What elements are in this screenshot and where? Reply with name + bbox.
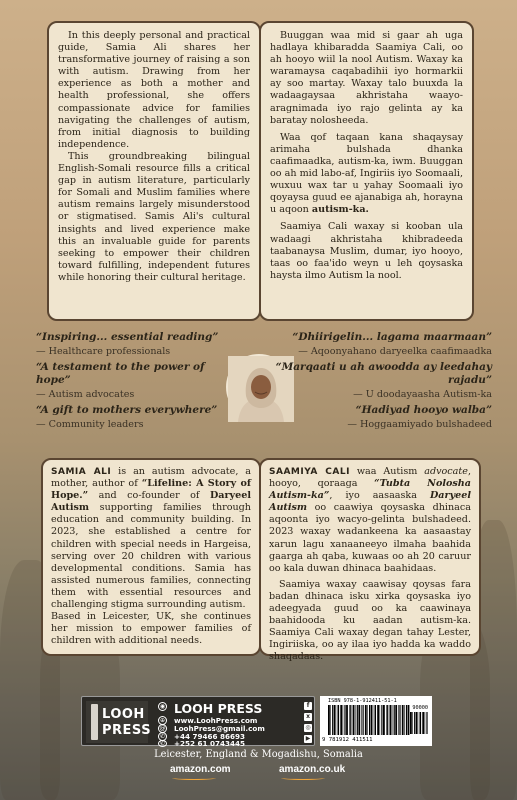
author-name: SAMIA ALI: [51, 467, 112, 477]
text-run: Waa qof taqaan kana shaqaysay arimaha bulshada dhanka caafimaadka, autism-ka, iwm. Buuggan oo ah mid labo-af, Ingiriis iyo Soomaali, wuxuu wax tar u yahay Soomaali iyo qoyaysa guud ee ajanabiga ah, horayna u aqoon: [270, 131, 463, 216]
text-run: waa Autism: [349, 466, 425, 477]
somali-description-panel: [259, 21, 474, 321]
book-title: “Lifeline: A Story of Hope.”: [51, 478, 251, 502]
logo-text: LOOH: [102, 707, 145, 722]
somali-author-bio-panel: [259, 458, 481, 663]
endorsement-attribution: — U doodayaasha Autism-ka: [353, 389, 492, 400]
globe-icon: ⊕: [159, 717, 166, 724]
publisher-logo: [86, 701, 152, 743]
publisher-phone: +252 61 0743445: [174, 739, 246, 748]
publisher-website[interactable]: www.LoohPress.com: [174, 716, 258, 725]
email-icon: @: [159, 725, 166, 732]
text-run: is an autism advocate, a mother, author of: [51, 466, 251, 490]
english-endorsements: [36, 331, 236, 434]
endorsement-attribution: — Aqoonyahano daryeelka caafimaadka: [298, 346, 492, 357]
price-code: 90000: [412, 705, 428, 711]
text-run-italic: advocate: [424, 466, 468, 477]
bio-paragraph: [51, 466, 251, 611]
bio-paragraph: Saamiya waxay caawisay qoysas fara badan dhinaca isku xirka qoysaska iyo adeegyada guud oo ka caawinaya baahidooda ku aadan autism-ka. Saamiya Cali waxay degan tahay Lester, Ingiriiska, oo ay ilaa iyo hadda ka waddo shaqadaas.: [269, 578, 471, 663]
amazon-uk-logo: amazon.co.uk: [279, 764, 346, 775]
english-author-bio-panel: [41, 458, 261, 656]
description-paragraph: In this deeply personal and practical guide, Samia Ali shares her transformative journey of raising a son with autism. Drawing from her experience as both a mother and health professional, she offers compassionate advice for families navigating the challenges of autism, from initial diagnosis to building independence.: [58, 30, 250, 150]
publisher-name: LOOH PRESS: [174, 701, 263, 716]
text-run-bold: autism-ka.: [311, 204, 369, 216]
organization-name: Daryeel Autism: [51, 490, 251, 514]
endorsement-quote: “A gift to mothers everywhere”: [36, 404, 218, 416]
endorsement-attribution: — Healthcare professionals: [36, 346, 171, 357]
text-run: oo caawiya qoysaska dhinaca aqoonta iyo wacyo-gelinta bulshadeed. 2023 waxay wadankeena ka aasaastay xarun lagu xanaaneeyo ilmaha baahida gaarga ah qaba, kuwaas oo ah 20 caruur oo kala duwan dhinaca baahidaas.: [269, 502, 471, 574]
author-name: SAAMIYA CALI: [269, 467, 350, 477]
instagram-icon: ◎: [305, 724, 311, 731]
globe-icon: ◉: [159, 703, 166, 710]
barcode-digits: 9 781912 411511: [322, 737, 373, 743]
description-paragraph: Saamiya Cali waxay si kooban ula wadaagi akhristaha khibradeeda taabanaysa Muslim, dumar, iyo hooyo, taas oo faa'ido weyn u leh qoysaska haysta ilmo Autism la nool.: [270, 221, 463, 281]
endorsement-attribution: — Hoggaamiyado bulshadeed: [347, 419, 492, 430]
description-paragraph: This groundbreaking bilingual English-Somali resource fills a critical gap in autism literature, particularly for Somali and Muslim families where autism remains largely misunderstood or stigmatised. Samis Ali's cultural insights and lived experience make this an invaluable guide for parents seeking to empower their children toward fulfilling, independent futures while honoring their cultural heritage.: [58, 150, 250, 283]
amazon-smile-icon: [172, 776, 216, 780]
youtube-icon: ▶: [305, 735, 311, 742]
text-run: supporting families through education and community building. In 2023, she established a centre for children with special needs in Hargeisa, serving over 20 children with various developmental conditions. Samia has assisted numerous families, connecting them with essential resources and challenging stigma surrounding autism.: [51, 502, 251, 611]
publisher-location: Leicester, England & Mogadishu, Somalia: [154, 749, 363, 760]
endorsement-quote: “Inspiring... essential reading”: [36, 331, 219, 343]
barcode-bars: [328, 705, 408, 735]
facebook-icon: f: [304, 702, 312, 710]
price-barcode-bars: [410, 712, 428, 734]
description-paragraph: [270, 132, 463, 217]
endorsement-attribution: — Autism advocates: [36, 389, 135, 400]
amazon-com-logo: amazon.com: [170, 764, 231, 775]
endorsement-quote: “Marqaati u ah awoodda ay leedahay rajadu”: [275, 361, 492, 386]
text-run: , iyo aasaaska: [329, 490, 430, 502]
publisher-info-box: [81, 696, 315, 746]
somali-endorsements: [270, 331, 492, 434]
logo-text: PRESS: [102, 723, 152, 738]
phone-icon: ✆: [159, 740, 166, 747]
organization-name: Daryeel Autism: [269, 490, 471, 514]
amazon-smile-icon: [281, 776, 325, 780]
bio-paragraph: [269, 466, 471, 575]
endorsement-quote: “Dhiirigelin... lagama maarmaan”: [292, 331, 492, 343]
back-cover-footer: [0, 660, 517, 800]
endorsement-quote: “A testament to the power of hope”: [36, 361, 205, 386]
endorsement-quote: “Hadiyad hooyo walba”: [355, 404, 492, 416]
publisher-phone: +44 79466 86693: [174, 732, 246, 741]
bio-paragraph: Based in Leicester, UK, she continues her mission to empower families of children with additional needs.: [51, 611, 251, 647]
description-paragraph: Buuggan waa mid si gaar ah uga hadlaya khibaradda Saamiya Cali, oo ah hooyo wiil la nool Autism. Waxay ka waramaysa caqabadihii iyo hormarkii ay soo martay. Waxay talo buuxda la wadaagaysaa akhristaha waayo-aragnimada iyo rajo gelinta ay ka baratay nolosheeda.: [270, 30, 463, 126]
isbn-barcode: [320, 696, 432, 746]
english-description-panel: [47, 21, 261, 321]
phone-icon: ✆: [159, 733, 166, 740]
publisher-email[interactable]: LoohPress@gmail.com: [174, 724, 265, 733]
text-run: and co-founder of: [88, 490, 210, 502]
isbn-number: ISBN 978-1-912411-51-1: [328, 698, 397, 704]
text-run: , hooyo, qoraaga: [269, 466, 471, 490]
x-icon: x: [304, 713, 312, 721]
endorsement-attribution: — Community leaders: [36, 419, 144, 430]
social-icons: [304, 702, 312, 746]
logo-pole-icon: [91, 704, 98, 740]
book-title: “Tubta Nolosha Autism-ka”: [269, 478, 471, 502]
